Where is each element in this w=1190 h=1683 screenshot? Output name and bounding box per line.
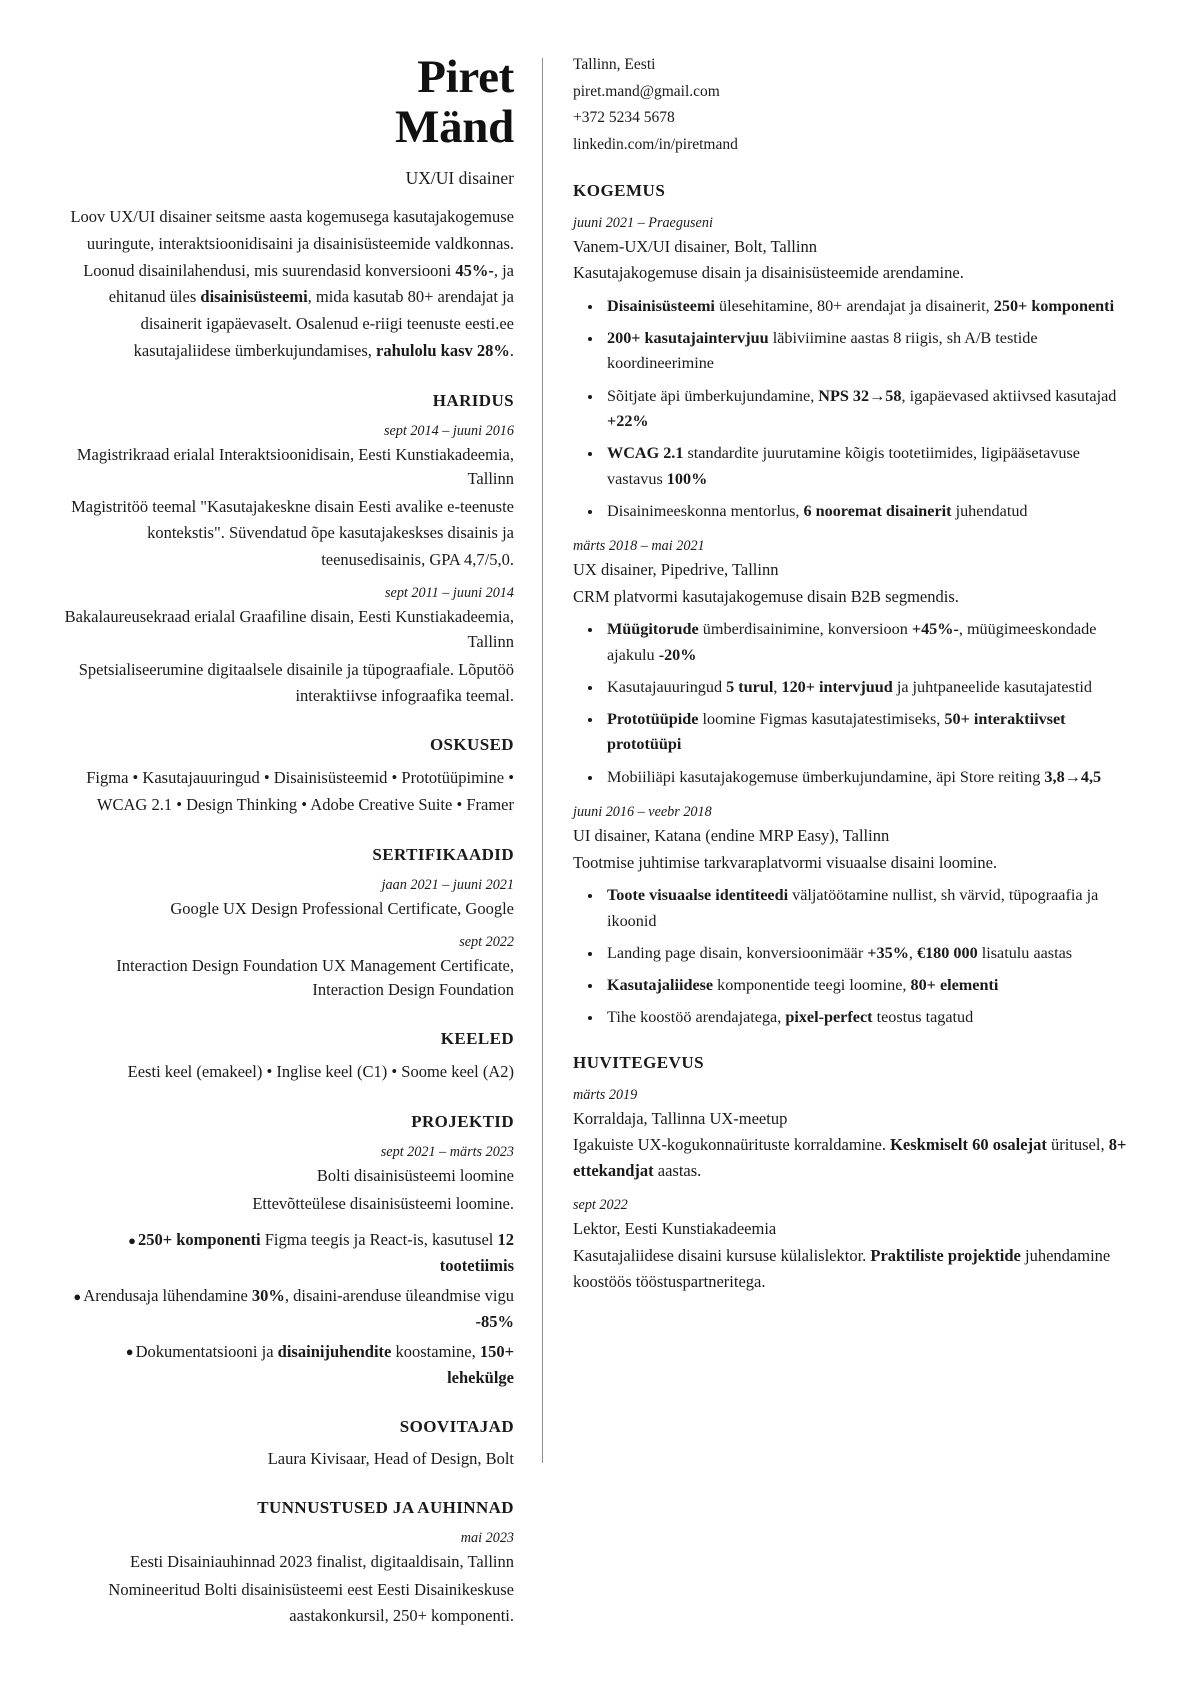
- certificate-title: Interaction Design Foundation UX Management Certificate, Interaction Design Foundation: [116, 955, 514, 1000]
- experience-title: Vanem-UX/UI disainer, Bolt, Tallinn: [573, 236, 817, 256]
- experience-bullet: • WCAG 2.1 standardite juurutamine kõigis tootetiimides, ligipääsetavuse vastavus 100%: [603, 441, 1134, 492]
- certificate-item: [56, 877, 514, 922]
- experience-bullet: • Toote visuaalse identiteedi väljatöötamine nullist, sh värvid, tüpograafia ja ikoonid: [603, 883, 1134, 934]
- certificates-list: [56, 877, 514, 1003]
- contact-email[interactable]: piret.mand@gmail.com: [573, 82, 720, 100]
- certificate-title: Google UX Design Professional Certificate, Google: [170, 898, 514, 918]
- bullet-dot-icon: ●: [125, 1344, 134, 1360]
- experience-description: CRM platvormi kasutajakogemuse disain B2B segmendis.: [573, 586, 959, 606]
- section-title-experience: KOGEMUS: [573, 180, 666, 200]
- project-bullet-text: 250+ komponenti Figma teegis ja React-is, kasutusel 12 tootetiimis: [137, 1230, 514, 1276]
- professional-summary: Loov UX/UI disainer seitsme aasta kogemusega kasutajakogemuse uuringute, interaktsioonidisaini ja disainisüsteemide valdkonnas. Loonud disainilahendusi, mis suurendasid konversiooni 45%-, ja ehitanud üles disainisüsteemi, mida kasutab 80+ arendajat ja disainerit igapäevaselt. Osalenud e-riigi teenuste eesti.ee kasutajaliidese ümberkujundamises, rahulolu kasv 28%.: [70, 207, 514, 360]
- experience-item: [573, 538, 1134, 790]
- contact-block: [573, 52, 1134, 159]
- last-name: Mänd: [395, 101, 514, 154]
- activity-date: sept 2022: [573, 1197, 628, 1214]
- section-title-activities: HUVITEGEVUS: [573, 1052, 705, 1072]
- reference-item: Laura Kivisaar, Head of Design, Bolt: [267, 1449, 514, 1469]
- activity-title: Lektor, Eesti Kunstiakadeemia: [573, 1219, 777, 1239]
- experience-bullet: • Kasutajauuringud 5 turul, 120+ intervjuud ja juhtpaneelide kasutajatestid: [603, 675, 1134, 700]
- section-title-languages: KEELED: [440, 1029, 514, 1049]
- project-description: Ettevõtteülese disainisüsteemi loomine.: [252, 1193, 514, 1213]
- project-bullet: [56, 1339, 514, 1392]
- project-bullet-text: Dokumentatsiooni ja disainijuhendite koostamine, 150+ lehekülge: [135, 1341, 514, 1387]
- award-item: [56, 1530, 514, 1630]
- experience-date: juuni 2021 – Praeguseni: [573, 214, 713, 231]
- experience-title: UX disainer, Pipedrive, Tallinn: [573, 560, 779, 580]
- first-name: Piret: [417, 51, 514, 103]
- experience-bullet: • Müügitorude ümberdisainimine, konversioon +45%-, müügimeeskondade ajakulu -20%: [603, 617, 1134, 668]
- experience-date: märts 2018 – mai 2021: [573, 538, 705, 555]
- experience-bullets: [573, 294, 1134, 524]
- activity-description: Kasutajaliidese disaini kursuse külalislektor. Praktiliste projektide juhendamine koostöös tööstuspartneritega.: [573, 1246, 1111, 1291]
- experience-bullet: • Landing page disain, konversioonimäär +35%, €180 000 lisatulu aastas: [603, 941, 1134, 966]
- education-list: [56, 423, 514, 710]
- award-date: mai 2023: [460, 1530, 514, 1547]
- education-title: Bakalaureusekraad erialal Graafiline disain, Eesti Kunstiakadeemia, Tallinn: [64, 607, 514, 651]
- experience-bullets: [573, 883, 1134, 1030]
- award-title: Eesti Disainiauhinnad 2023 finalist, digitaaldisain, Tallinn: [130, 1552, 514, 1572]
- right-column: [543, 52, 1134, 1296]
- experience-bullet: • Kasutajaliidese komponentide teegi loomine, 80+ elementi: [603, 973, 1134, 998]
- section-title-certificates: SERTIFIKAADID: [372, 844, 514, 864]
- project-bullet: [56, 1283, 514, 1336]
- section-title-skills: OSKUSED: [429, 735, 514, 755]
- activity-title: Korraldaja, Tallinna UX-meetup: [573, 1108, 788, 1128]
- project-item: [56, 1144, 514, 1391]
- project-bullet-text: Arendusaja lühendamine 30%, disaini-arenduse üleandmise vigu -85%: [83, 1285, 514, 1332]
- education-item: [56, 585, 514, 709]
- education-title: Magistrikraad erialal Interaktsioonidisain, Eesti Kunstiakadeemia, Tallinn: [76, 444, 514, 489]
- experience-bullet: • Disainimeeskonna mentorlus, 6 nooremat disainerit juhendatud: [603, 499, 1134, 524]
- certificate-date: sept 2022: [459, 933, 514, 950]
- skills-list: Figma • Kasutajauuringud • Disainisüsteemid • Prototüüpimine • WCAG 2.1 • Design Thinking • Adobe Creative Suite • Framer: [86, 768, 514, 815]
- experience-description: Kasutajakogemuse disain ja disainisüsteemide arendamine.: [573, 263, 964, 283]
- bullet-dot-icon: ●: [73, 1288, 82, 1304]
- job-headline: UX/UI disainer: [405, 167, 514, 188]
- contact-location: Tallinn, Eesti: [573, 56, 656, 73]
- experience-bullet: • Sõitjate äpi ümberkujundamine, NPS 32→58, igapäevased aktiivsed kasutajad +22%: [603, 384, 1134, 435]
- award-description: Nomineeritud Bolti disainisüsteemi eest Eesti Disainikeskuse aastakonkursil, 250+ komponenti.: [108, 1579, 514, 1626]
- section-title-awards: TUNNUSTUSED JA AUHINNAD: [257, 1498, 514, 1518]
- education-item: [56, 423, 514, 574]
- activity-item: [573, 1197, 1134, 1294]
- candidate-name: [56, 52, 514, 153]
- contact-linkedin[interactable]: linkedin.com/in/piretmand: [573, 135, 738, 153]
- activity-description: Igakuiste UX-kogukonnaürituste korraldamine. Keskmiselt 60 osalejat üritusel, 8+ ettekandjat aastas.: [573, 1135, 1127, 1180]
- experience-bullets: [573, 617, 1134, 790]
- experience-description: Tootmise juhtimise tarkvaraplatvormi visuaalse disaini loomine.: [573, 852, 998, 872]
- section-title-education: HARIDUS: [432, 390, 514, 410]
- project-date: sept 2021 – märts 2023: [380, 1143, 514, 1160]
- experience-item: [573, 215, 1134, 524]
- experience-bullet: • 200+ kasutajaintervjuu läbiviimine aastas 8 riigis, sh A/B testide koordineerimine: [603, 326, 1134, 377]
- languages-list: Eesti keel (emakeel) • Inglise keel (C1) • Soome keel (A2): [127, 1062, 514, 1082]
- experience-title: UI disainer, Katana (endine MRP Easy), Tallinn: [573, 825, 890, 845]
- activity-date: märts 2019: [573, 1086, 638, 1103]
- experience-bullet: • Disainisüsteemi ülesehitamine, 80+ arendajat ja disainerit, 250+ komponenti: [603, 294, 1134, 319]
- project-bullet: [56, 1227, 514, 1280]
- section-title-references: SOOVITAJAD: [399, 1417, 514, 1437]
- experience-item: [573, 804, 1134, 1031]
- project-bullets: [56, 1227, 514, 1391]
- experience-date: juuni 2016 – veebr 2018: [573, 803, 712, 820]
- education-date: sept 2011 – juuni 2014: [385, 585, 514, 602]
- certificate-item: [56, 934, 514, 1004]
- education-description: Magistritöö teemal "Kasutajakeskne disain Eesti avalike e-teenuste kontekstis". Süvendatud õpe kasutajakeskses disainis ja teenusedisainis, GPA 4,7/5,0.: [71, 497, 514, 569]
- project-title: Bolti disainisüsteemi loomine: [316, 1165, 514, 1185]
- left-column: [56, 52, 542, 1632]
- education-description: Spetsialiseerumine digitaalsele disainile ja tüpograafiale. Lõputöö interaktiivse infograafika teemal.: [78, 659, 514, 706]
- activity-item: [573, 1087, 1134, 1184]
- experience-bullet: • Mobiiliäpi kasutajakogemuse ümberkujundamine, äpi Store reiting 3,8→4,5: [603, 765, 1134, 790]
- certificate-date: jaan 2021 – juuni 2021: [381, 876, 514, 893]
- experience-bullet: • Prototüüpide loomine Figmas kasutajatestimiseks, 50+ interaktiivset prototüüpi: [603, 707, 1134, 758]
- contact-phone[interactable]: +372 5234 5678: [573, 109, 675, 127]
- education-date: sept 2014 – juuni 2016: [383, 422, 514, 439]
- section-title-projects: PROJEKTID: [411, 1111, 514, 1131]
- bullet-dot-icon: ●: [128, 1232, 136, 1248]
- experience-bullet: • Tihe koostöö arendajatega, pixel-perfect teostus tagatud: [603, 1005, 1134, 1030]
